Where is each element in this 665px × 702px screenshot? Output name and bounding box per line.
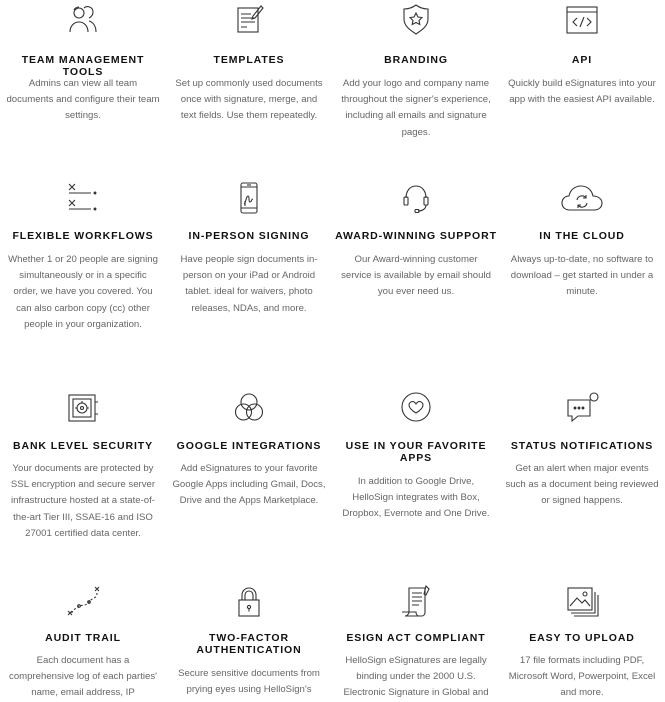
- feature-description: 17 file formats including PDF, Microsoft Word, Powerpoint, Excel and more.: [508, 655, 656, 699]
- feature-templates: [166, 0, 332, 160]
- feature-description: Have people sign documents in-person on your iPad or Android tablet. ideal for waivers, photo releases, NDAs, and more.: [180, 254, 318, 314]
- template-document-icon: [231, 2, 267, 38]
- feature-flexible-workflows: [0, 178, 166, 378]
- feature-title: TWO-FACTOR AUTHENTICATION: [196, 632, 302, 656]
- feature-description: Our Award-winning customer service is available by email should you ever need us.: [341, 254, 491, 298]
- feature-title: EASY TO UPLOAD: [529, 632, 635, 644]
- heart-circle-icon: [398, 390, 434, 426]
- team-users-icon: [65, 2, 101, 38]
- feature-description: Admins can view all team documents and configure their team settings.: [6, 78, 160, 122]
- feature-audit-trail: [0, 582, 166, 701]
- feature-favorite-apps: [333, 388, 499, 566]
- feature-branding: [333, 0, 499, 160]
- feature-two-factor-authentication: [166, 582, 332, 701]
- feature-description: Add eSignatures to your favorite Google Apps including Gmail, Docs, Drive and the Apps Marketplace.: [172, 463, 326, 507]
- feature-bank-level-security: [0, 388, 166, 566]
- feature-description: Get an alert when major events such as a document being reviewed or signed happens.: [505, 463, 659, 507]
- feature-title: FLEXIBLE WORKFLOWS: [12, 230, 154, 242]
- feature-easy-to-upload: [499, 582, 665, 701]
- feature-description: Each document has a comprehensive log of each parties' name, email address, IP: [9, 655, 157, 699]
- feature-title: BRANDING: [384, 54, 448, 66]
- feature-api: [499, 0, 665, 160]
- feature-description: Secure sensitive documents from prying eyes using HelloSign's: [178, 668, 320, 696]
- feature-title: TEAM MANAGEMENT TOOLS: [21, 54, 145, 78]
- feature-award-winning-support: [333, 178, 499, 378]
- padlock-icon: [231, 584, 267, 620]
- feature-description: Set up commonly used documents once with signature, merge, and text fields. Use them repeatedly.: [175, 78, 323, 122]
- feature-description: Whether 1 or 20 people are signing simultaneously or in a specific order, we have you covered. You can also carbon copy (cc) other people in your organization.: [8, 254, 158, 330]
- headset-icon: [398, 180, 434, 216]
- feature-description: Your documents are protected by SSL encryption and secure server infrastructure hosted at a state-of-the-art Tier III, SSAE-16 and ISO 27001 certified data center.: [10, 463, 156, 539]
- badge-shield-icon: [398, 2, 434, 38]
- feature-in-person-signing: [166, 178, 332, 378]
- safe-vault-icon: [65, 390, 101, 426]
- path-trail-icon: [65, 584, 101, 620]
- feature-google-integrations: [166, 388, 332, 566]
- feature-title: ESIGN ACT COMPLIANT: [346, 632, 486, 644]
- feature-title: USE IN YOUR FAVORITE APPS: [345, 440, 487, 464]
- feature-description: HelloSign eSignatures are legally binding under the 2000 U.S. Electronic Signature in Global and: [343, 655, 489, 699]
- feature-title: AWARD-WINNING SUPPORT: [335, 230, 497, 242]
- feature-description: Add your logo and company name throughout the signer's experience, including all emails and signature pages.: [341, 78, 491, 138]
- feature-title: BANK LEVEL SECURITY: [12, 440, 153, 452]
- feature-title: GOOGLE INTEGRATIONS: [176, 440, 322, 452]
- feature-title: API: [571, 54, 593, 66]
- mobile-phone-icon: [231, 180, 267, 216]
- feature-esign-act-compliant: [333, 582, 499, 701]
- code-window-icon: [564, 2, 600, 38]
- feature-in-the-cloud: [499, 178, 665, 378]
- scroll-pen-icon: [398, 584, 434, 620]
- feature-status-notifications: [499, 388, 665, 566]
- feature-description: Always up-to-date, no software to download – get started in under a minute.: [510, 254, 654, 298]
- feature-title: IN THE CLOUD: [539, 230, 625, 242]
- feature-team-management: [0, 0, 166, 160]
- image-stack-icon: [564, 584, 600, 620]
- feature-description: Quickly build eSignatures into your app with the easiest API available.: [508, 78, 656, 106]
- feature-description: In addition to Google Drive, HelloSign integrates with Box, Dropbox, Evernote and One Drive.: [342, 476, 490, 520]
- chat-notification-icon: [564, 390, 600, 426]
- feature-title: STATUS NOTIFICATIONS: [510, 440, 654, 452]
- cloud-sync-icon: [560, 180, 604, 216]
- feature-title: AUDIT TRAIL: [45, 632, 121, 644]
- feature-title: IN-PERSON SIGNING: [188, 230, 310, 242]
- venn-circles-icon: [231, 390, 267, 426]
- feature-title: TEMPLATES: [213, 54, 285, 66]
- sign-lines-icon: [65, 180, 101, 216]
